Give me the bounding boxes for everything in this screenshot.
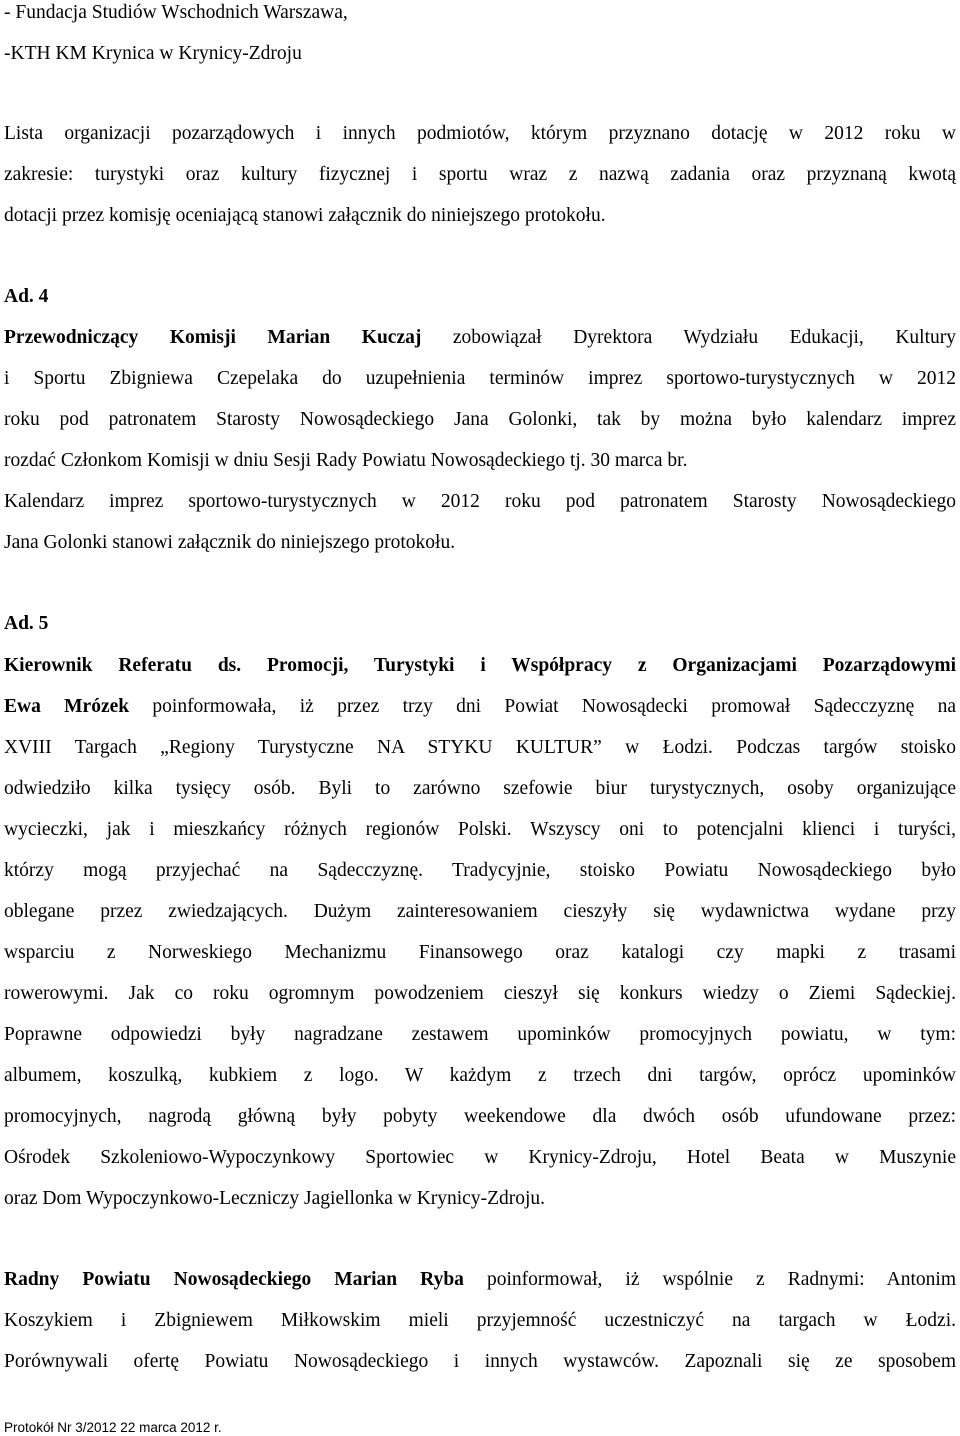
text-segment: Ośrodek Szkoleniowo-Wypoczynkowy Sportowiec w Krynicy-Zdroju, Hotel Beata w Muszynie bbox=[4, 1147, 956, 1168]
text-segment: oraz Dom Wypoczynkowo-Leczniczy Jagiellonka w Krynicy-Zdroju. bbox=[4, 1188, 546, 1209]
text-line bbox=[4, 902, 956, 922]
text-line bbox=[4, 820, 956, 840]
text-line bbox=[4, 369, 956, 389]
text-segment: albumem, koszulką, kubkiem z logo. W każdym z trzech dni targów, oprócz upominków bbox=[4, 1065, 956, 1086]
text-segment: -KTH KM Krynica w Krynicy-Zdroju bbox=[4, 43, 302, 64]
text-line bbox=[4, 1189, 545, 1209]
text-segment: Jana Golonki stanowi załącznik do niniejszego protokołu. bbox=[4, 532, 456, 553]
speaker-name: Radny Powiatu Nowosądeckiego Marian Ryba bbox=[4, 1269, 464, 1290]
text-segment: i Sportu Zbigniewa Czepelaka do uzupełnienia terminów imprez sportowo-turystycznych w 2012 bbox=[4, 368, 956, 389]
text-segment: Poprawne odpowiedzi były nagradzane zestawem upominków promocyjnych powiatu, w tym: bbox=[4, 1024, 956, 1045]
text-line bbox=[4, 943, 956, 963]
text-segment: Ad. 5 bbox=[4, 613, 49, 634]
text-segment: zobowiązał Dyrektora Wydziału Edukacji, Kultury bbox=[421, 327, 956, 348]
text-segment: dotacji przez komisję oceniającą stanowi załącznik do niniejszego protokołu. bbox=[4, 205, 606, 226]
text-segment: rowerowymi. Jak co roku ogromnym powodzeniem cieszył się konkurs wiedzy o Ziemi Sądeckiej. bbox=[4, 983, 956, 1004]
text-line bbox=[4, 492, 956, 512]
text-line bbox=[4, 1148, 956, 1168]
text-line bbox=[4, 165, 956, 185]
speaker-name: Przewodniczący Komisji Marian Kuczaj bbox=[4, 327, 422, 348]
section-heading bbox=[4, 614, 48, 634]
text-segment: - Fundacja Studiów Wschodnich Warszawa, bbox=[4, 2, 348, 23]
text-line bbox=[4, 1352, 956, 1372]
text-line bbox=[4, 779, 956, 799]
text-line bbox=[4, 1066, 956, 1086]
text-line bbox=[4, 697, 956, 717]
text-segment: Lista organizacji pozarządowych i innych podmiotów, którym przyznano dotację w 2012 roku w bbox=[4, 123, 956, 144]
text-line bbox=[4, 738, 956, 758]
text-line bbox=[4, 3, 348, 23]
text-segment: poinformowała, iż przez trzy dni Powiat Nowosądecki promował Sądecczyznę na bbox=[129, 696, 957, 717]
text-line bbox=[4, 533, 455, 553]
text-segment: zakresie: turystyki oraz kultury fizycznej i sportu wraz z nazwą zadania oraz przyznaną kwotą bbox=[4, 164, 956, 185]
speaker-name: Kierownik Referatu ds. Promocji, Turystyki i Współpracy z Organizacjami Pozarządowymi bbox=[4, 655, 956, 676]
text-line bbox=[4, 206, 606, 226]
text-segment: odwiedziło kilka tysięcy osób. Byli to zarówno szefowie biur turystycznych, osoby organizujące bbox=[4, 778, 956, 799]
text-line bbox=[4, 44, 302, 64]
text-line bbox=[4, 656, 956, 676]
text-segment: roku pod patronatem Starosty Nowosądeckiego Jana Golonki, tak by można było kalendarz imprez bbox=[4, 409, 956, 430]
text-line bbox=[4, 861, 956, 881]
text-segment: promocyjnych, nagrodą główną były pobyty weekendowe dla dwóch osób ufundowane przez: bbox=[4, 1106, 956, 1127]
text-segment: poinformował, iż wspólnie z Radnymi: Antonim bbox=[463, 1269, 956, 1290]
page-footer: Protokół Nr 3/2012 22 marca 2012 r. bbox=[4, 1420, 222, 1435]
text-line bbox=[4, 451, 687, 471]
text-line bbox=[4, 328, 956, 348]
text-segment: Ad. 4 bbox=[4, 286, 49, 307]
text-segment: Porównywali ofertę Powiatu Nowosądeckiego i innych wystawców. Zapoznali się ze sposobem bbox=[4, 1351, 956, 1372]
text-segment: wycieczki, jak i mieszkańcy różnych regionów Polski. Wszyscy oni to potencjalni klienci i turyści, bbox=[4, 819, 956, 840]
text-line bbox=[4, 410, 956, 430]
text-line bbox=[4, 1025, 956, 1045]
text-line bbox=[4, 1107, 956, 1127]
text-segment: XVIII Targach „Regiony Turystyczne NA STYKU KULTUR” w Łodzi. Podczas targów stoisko bbox=[4, 737, 956, 758]
text-segment: Kalendarz imprez sportowo-turystycznych w 2012 roku pod patronatem Starosty Nowosądeckiego bbox=[4, 491, 956, 512]
text-segment: wsparciu z Norweskiego Mechanizmu Finansowego oraz katalogi czy mapki z trasami bbox=[4, 942, 956, 963]
text-line bbox=[4, 1270, 956, 1290]
text-line bbox=[4, 1311, 956, 1331]
section-heading bbox=[4, 287, 48, 307]
text-segment: którzy mogą przyjechać na Sądecczyznę. Tradycyjnie, stoisko Powiatu Nowosądeckiego było bbox=[4, 860, 956, 881]
text-line bbox=[4, 124, 956, 144]
speaker-name: Ewa Mrózek bbox=[4, 696, 130, 717]
text-segment: oblegane przez zwiedzających. Dużym zainteresowaniem cieszyły się wydawnictwa wydane przy bbox=[4, 901, 956, 922]
text-line bbox=[4, 984, 956, 1004]
text-segment: Koszykiem i Zbigniewem Miłkowskim mieli przyjemność uczestniczyć na targach w Łodzi. bbox=[4, 1310, 956, 1331]
text-segment: rozdać Członkom Komisji w dniu Sesji Rady Powiatu Nowosądeckiego tj. 30 marca br. bbox=[4, 450, 688, 471]
